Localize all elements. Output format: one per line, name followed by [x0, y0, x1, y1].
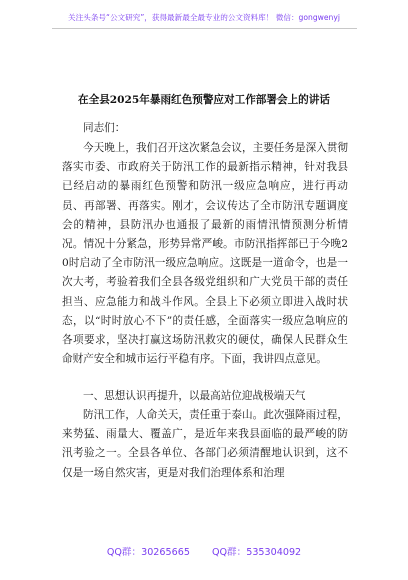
header-banner: 关注头条号“公文研究”，获得最新最全最专业的公文资料库！ 微信：gongwenyj [68, 13, 340, 22]
footer-qq-groups [0, 544, 408, 558]
document-title: 在全县2025年暴雨红色预警应对工作部署会上的讲话 [78, 94, 330, 106]
footer-qq-group-1: QQ群：30265665 [106, 547, 190, 558]
paragraph-intro: 今天晚上，我们召开这次紧急会议，主要任务是深入贯彻落实市委、市政府关于防汛工作的最新指示精神，针对我县已经启动的暴雨红色预警和防汛一级应急响应，进行再动员、再部署、再落实。刚才，会议传达了全市防汛专题调度会的精神，县防汛办也通报了最新的雨情汛情预测分析情况。情况十分紧急，形势异常严峻。市防汛指挥部已于今晚20时启动了全市防汛一级应急响应。这既是一道命令，也是一次大考，考验着我们全县各级党组织和广大党员干部的责任担当、应急能力和战斗作风。全县上下必须立即进入战时状态，以“时时放心不下”的责任感，全面落实一级应急响应的各项要求，坚决打赢这场防汛救灾的硬仗，确保人民群众生命财产安全和城市运行平稳有序。下面，我讲四点意见。 [62, 142, 348, 366]
salutation: 同志们： [83, 122, 126, 134]
footer-qq-group-2: QQ群：535304092 [211, 547, 302, 558]
header-divider [52, 28, 357, 29]
section-heading-1: 一、思想认识再提升，以最高站位迎战极端天气 [83, 390, 306, 402]
paragraph-section-1: 防汛工作，人命关天，责任重于泰山。此次强降雨过程，来势猛、雨量大、覆盖广，是近年来我县面临的最严峻的防汛考验之一。全县各单位、各部门必须清醒地认识到，这不仅是一场自然灾害，更是对我们治理体系和治理 [62, 409, 348, 479]
